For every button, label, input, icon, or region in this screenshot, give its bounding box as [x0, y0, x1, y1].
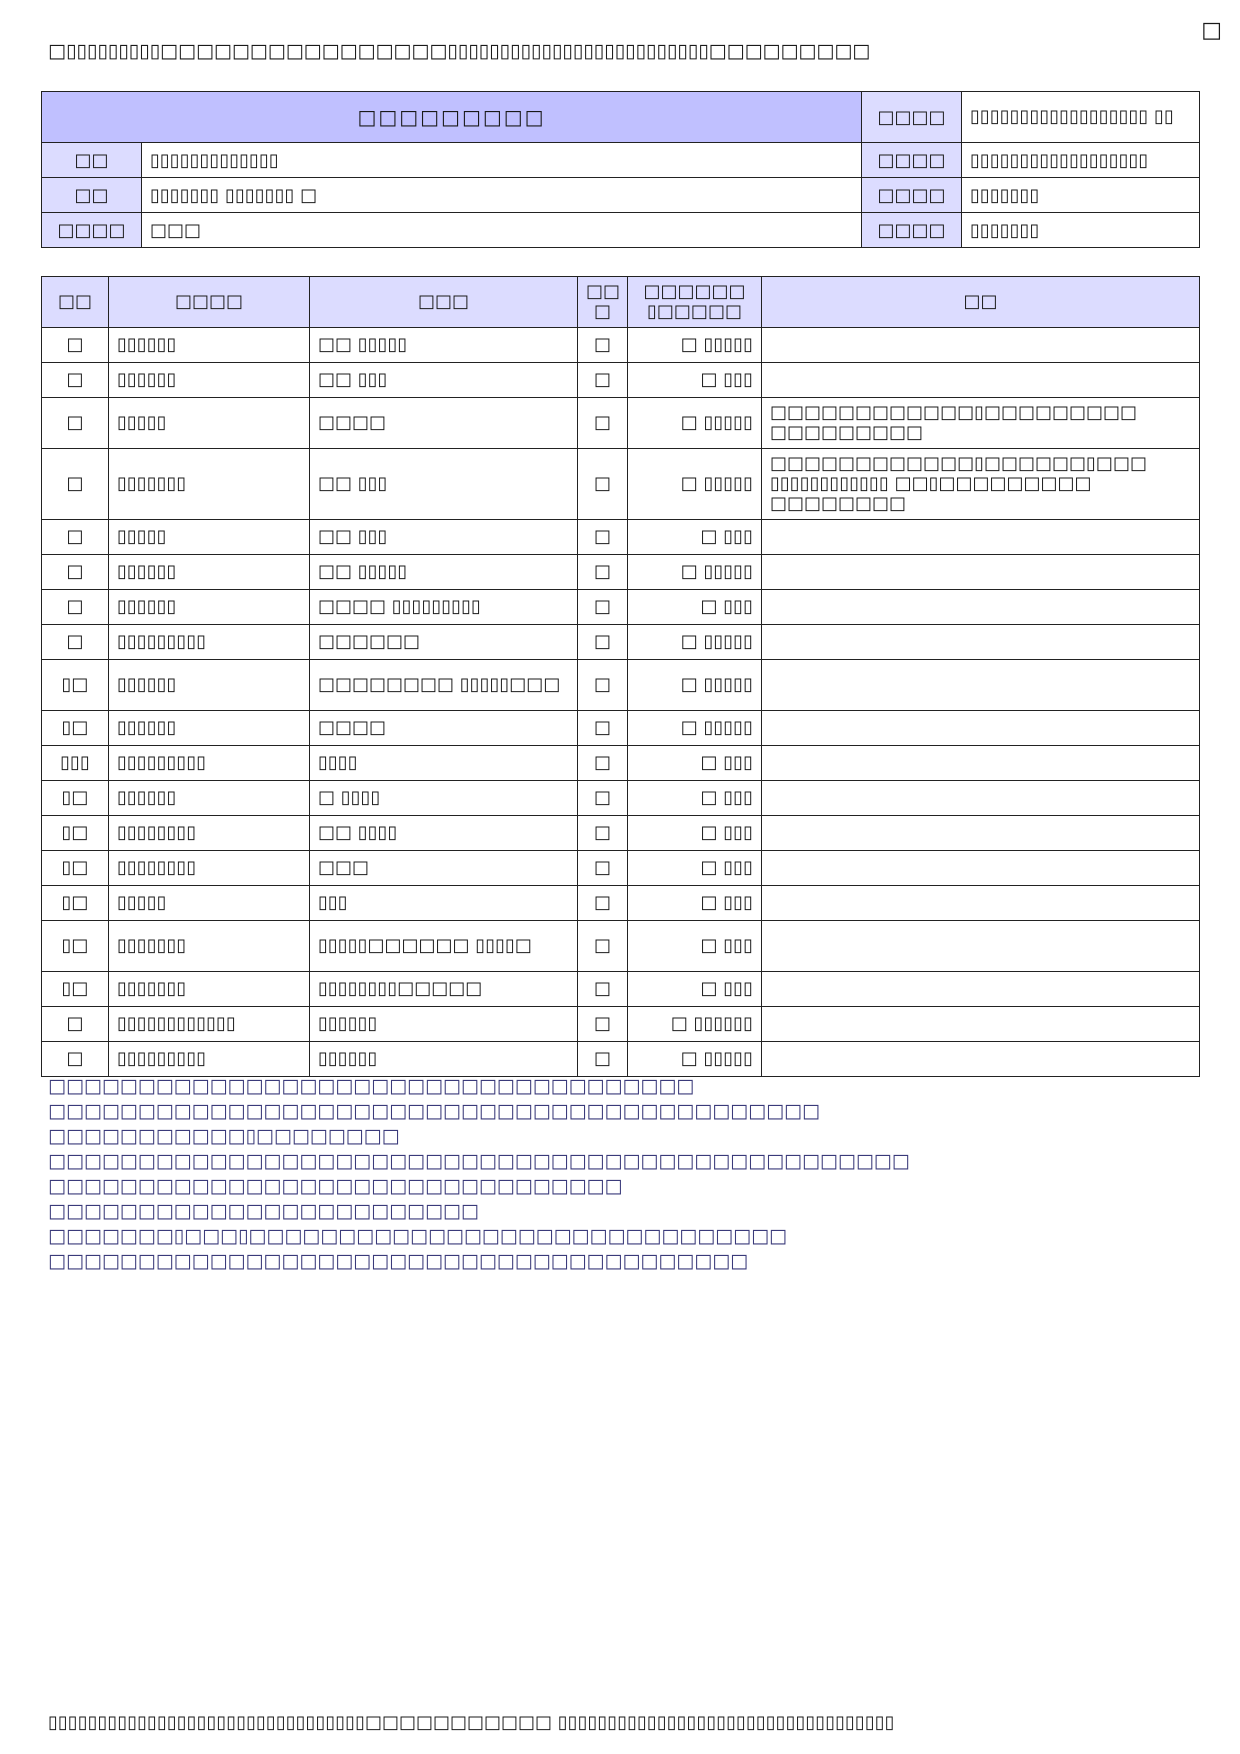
row-unit: □	[578, 555, 628, 590]
row-amount: □ ▯▯▯	[628, 921, 762, 972]
table-body	[42, 328, 1200, 1077]
row-number: □	[42, 1042, 109, 1077]
note-line: □□□□□□□□□□□□□□□□□□□□□□□□□□□□□□□□	[48, 1175, 623, 1197]
row-note	[762, 1007, 1200, 1042]
row-code: ▯▯▯▯▯▯▯	[109, 449, 310, 520]
table-row	[42, 590, 1200, 625]
row-unit: □	[578, 520, 628, 555]
table-row	[42, 520, 1200, 555]
note-line: □□□□□□□□□□□□□□□□□□□□□□□□□□□□□□□□□□□□	[48, 1075, 695, 1097]
row-name: □□ ▯▯▯▯	[310, 816, 578, 851]
row-unit: □	[578, 972, 628, 1007]
row-code: ▯▯▯▯▯▯▯▯	[109, 816, 310, 851]
table-row	[42, 398, 1200, 449]
form-title: □□□□□□□□□	[42, 92, 862, 143]
row-name: □□ ▯▯▯	[310, 520, 578, 555]
row-code: ▯▯▯▯▯▯▯	[109, 972, 310, 1007]
row-name: □□ ▯▯▯▯▯	[310, 328, 578, 363]
row-number: ▯▯▯	[42, 746, 109, 781]
row-note	[762, 921, 1200, 972]
row-code: ▯▯▯▯▯▯	[109, 590, 310, 625]
column-header: □□□□□□ ▯□□□□□	[628, 277, 762, 328]
info-label: □□□□	[862, 92, 962, 143]
row-amount: □ ▯▯▯	[628, 886, 762, 921]
table-row	[42, 1007, 1200, 1042]
row-number: ▯□	[42, 816, 109, 851]
row-note	[762, 590, 1200, 625]
row-note	[762, 555, 1200, 590]
row-number: □	[42, 398, 109, 449]
row-number: □	[42, 590, 109, 625]
row-code: ▯▯▯▯▯▯▯	[109, 921, 310, 972]
row-code: ▯▯▯▯▯▯▯▯▯	[109, 1042, 310, 1077]
row-unit: □	[578, 1042, 628, 1077]
row-note: □□□□□□□□□□□□▯□□□□□□□□□ □□□□□□□□□	[762, 398, 1200, 449]
row-note	[762, 886, 1200, 921]
row-name: □□□□	[310, 398, 578, 449]
info-value: ▯▯▯▯▯▯▯ ▯▯▯▯▯▯▯ □	[142, 178, 862, 213]
info-label: □□	[42, 178, 142, 213]
row-number: ▯□	[42, 886, 109, 921]
row-unit: □	[578, 886, 628, 921]
table-row	[42, 921, 1200, 972]
row-code: ▯▯▯▯▯	[109, 886, 310, 921]
row-unit: □	[578, 711, 628, 746]
table-row	[42, 328, 1200, 363]
table-row	[42, 781, 1200, 816]
row-number: ▯□	[42, 781, 109, 816]
row-amount: □ ▯▯▯	[628, 363, 762, 398]
row-amount: □ ▯▯▯▯▯	[628, 328, 762, 363]
info-label: □□□□	[862, 178, 962, 213]
row-name: ▯▯▯▯▯▯	[310, 1007, 578, 1042]
info-value: □□□	[142, 213, 862, 248]
row-name: □□□□	[310, 711, 578, 746]
row-number: ▯□	[42, 972, 109, 1007]
row-code: ▯▯▯▯▯▯	[109, 660, 310, 711]
info-value: ▯▯▯▯▯▯▯▯▯▯▯▯▯▯▯▯▯▯	[962, 143, 1200, 178]
table-row	[42, 363, 1200, 398]
row-amount: □ ▯▯▯	[628, 781, 762, 816]
table-row	[42, 851, 1200, 886]
column-header: □□ □	[578, 277, 628, 328]
row-code: ▯▯▯▯▯▯	[109, 781, 310, 816]
row-note	[762, 363, 1200, 398]
row-unit: □	[578, 449, 628, 520]
note-line: □□□□□□□□□□□□□□□□□□□□□□□□	[48, 1200, 479, 1222]
row-code: ▯▯▯▯▯▯▯▯▯▯▯▯	[109, 1007, 310, 1042]
info-value: ▯▯▯▯▯▯▯▯▯▯▯▯▯	[142, 143, 862, 178]
row-name: □□ ▯▯▯	[310, 363, 578, 398]
row-number: ▯□	[42, 660, 109, 711]
row-unit: □	[578, 1007, 628, 1042]
row-code: ▯▯▯▯▯	[109, 398, 310, 449]
row-amount: □ ▯▯▯▯▯	[628, 660, 762, 711]
row-number: □	[42, 449, 109, 520]
column-header: □□□	[310, 277, 578, 328]
row-name: ▯▯▯	[310, 886, 578, 921]
row-number: □	[42, 363, 109, 398]
notes-section	[48, 1074, 1188, 1274]
table-row	[42, 625, 1200, 660]
row-number: ▯□	[42, 711, 109, 746]
row-amount: □ ▯▯▯	[628, 520, 762, 555]
info-label: □□□□	[862, 143, 962, 178]
info-label: □□□□	[42, 213, 142, 248]
info-value: ▯▯▯▯▯▯▯▯▯▯▯▯▯▯▯▯▯▯ ▯▯	[962, 92, 1200, 143]
document-header-line: □▯▯▯▯▯▯▯▯▯□□□□□□□□□□□□□□□□▯▯▯▯▯▯▯▯▯▯▯▯▯▯▯▯▯▯▯▯▯▯▯▯▯□□□□□□□□□	[48, 40, 871, 62]
items-table	[41, 276, 1200, 1077]
row-amount: □ ▯▯▯	[628, 746, 762, 781]
row-name: ▯▯▯▯▯□□□□□□ ▯▯▯▯□	[310, 921, 578, 972]
info-label: □□□□	[862, 213, 962, 248]
row-code: ▯▯▯▯▯▯▯▯▯	[109, 625, 310, 660]
row-amount: □ ▯▯▯	[628, 590, 762, 625]
row-code: ▯▯▯▯▯▯	[109, 328, 310, 363]
row-code: ▯▯▯▯▯▯	[109, 363, 310, 398]
note-line: □□□□□□□□□□□□□□□□□□□□□□□□□□□□□□□□□□□□□□□□□□□□□□□□	[48, 1150, 910, 1172]
row-name: □□ ▯▯▯	[310, 449, 578, 520]
table-row	[42, 816, 1200, 851]
info-label: □□	[42, 143, 142, 178]
row-name: ▯▯▯▯▯▯	[310, 1042, 578, 1077]
row-amount: □ ▯▯▯▯▯	[628, 555, 762, 590]
row-note	[762, 1042, 1200, 1077]
info-value: ▯▯▯▯▯▯▯	[962, 178, 1200, 213]
row-unit: □	[578, 398, 628, 449]
row-note	[762, 328, 1200, 363]
row-amount: □ ▯▯▯▯▯	[628, 398, 762, 449]
row-code: ▯▯▯▯▯▯	[109, 711, 310, 746]
row-amount: □ ▯▯▯▯▯	[628, 449, 762, 520]
row-note	[762, 660, 1200, 711]
table-row	[42, 972, 1200, 1007]
row-number: □	[42, 1007, 109, 1042]
row-note: □□□□□□□□□□□□▯□□□□□□▯□□□ ▯▯▯▯▯▯▯▯▯▯▯▯ □□▯□□□□□□□□□ □□□□□□□□	[762, 449, 1200, 520]
row-unit: □	[578, 851, 628, 886]
info-table	[41, 91, 1200, 248]
row-amount: □ ▯▯▯▯▯	[628, 711, 762, 746]
row-number: □	[42, 328, 109, 363]
table-row	[42, 449, 1200, 520]
row-unit: □	[578, 781, 628, 816]
row-name: □□□□□□	[310, 625, 578, 660]
row-note	[762, 746, 1200, 781]
row-name: □□ ▯▯▯▯▯	[310, 555, 578, 590]
row-code: ▯▯▯▯▯▯▯▯▯	[109, 746, 310, 781]
row-amount: □ ▯▯▯	[628, 851, 762, 886]
row-code: ▯▯▯▯▯▯▯▯	[109, 851, 310, 886]
table-row	[42, 746, 1200, 781]
row-name: □□□□ ▯▯▯▯▯▯▯▯▯	[310, 590, 578, 625]
row-note	[762, 972, 1200, 1007]
row-unit: □	[578, 363, 628, 398]
row-number: ▯□	[42, 851, 109, 886]
note-line: □□□□□□□□□□□▯□□□□□□□□	[48, 1125, 400, 1147]
row-unit: □	[578, 590, 628, 625]
table-row	[42, 886, 1200, 921]
row-number: □	[42, 555, 109, 590]
row-note	[762, 851, 1200, 886]
column-header: □□□□	[109, 277, 310, 328]
row-unit: □	[578, 328, 628, 363]
row-note	[762, 781, 1200, 816]
column-header: □□	[42, 277, 109, 328]
row-unit: □	[578, 921, 628, 972]
table-row	[42, 1042, 1200, 1077]
row-name: ▯▯▯▯	[310, 746, 578, 781]
row-name: □□□	[310, 851, 578, 886]
note-line: □□□□□□□□□□□□□□□□□□□□□□□□□□□□□□□□□□□□□□□□□□□	[48, 1100, 820, 1122]
row-number: □	[42, 520, 109, 555]
info-value: ▯▯▯▯▯▯▯	[962, 213, 1200, 248]
row-name: □ ▯▯▯▯	[310, 781, 578, 816]
row-note	[762, 816, 1200, 851]
row-note	[762, 520, 1200, 555]
table-row	[42, 660, 1200, 711]
note-line: □□□□□□□□□□□□□□□□□□□□□□□□□□□□□□□□□□□□□□□	[48, 1250, 749, 1272]
row-name: □□□□□□□□ ▯▯▯▯▯□□□	[310, 660, 578, 711]
row-amount: □ ▯▯▯▯▯▯	[628, 1007, 762, 1042]
row-amount: □ ▯▯▯	[628, 816, 762, 851]
row-unit: □	[578, 816, 628, 851]
corner-mark: □	[1201, 18, 1222, 43]
row-code: ▯▯▯▯▯▯	[109, 555, 310, 590]
row-code: ▯▯▯▯▯	[109, 520, 310, 555]
row-note	[762, 711, 1200, 746]
row-number: □	[42, 625, 109, 660]
note-line: □□□□□□□▯□□□▯□□□□□□□□□□□□□□□□□□□□□□□□□□□□□□	[48, 1225, 787, 1247]
row-unit: □	[578, 746, 628, 781]
row-amount: □ ▯▯▯▯▯	[628, 1042, 762, 1077]
table-row	[42, 711, 1200, 746]
page-footer: ▯▯▯▯▯▯▯▯▯▯▯▯▯▯▯▯▯▯▯▯▯▯▯▯▯▯▯▯▯▯▯▯□□□□□□□□□□□ ▯▯▯▯▯▯▯▯▯▯▯▯▯▯▯▯▯▯▯▯▯▯▯▯▯▯▯▯▯▯▯▯▯▯	[48, 1712, 895, 1733]
row-name: ▯▯▯▯▯▯▯▯□□□□□	[310, 972, 578, 1007]
column-header: □□	[762, 277, 1200, 328]
row-amount: □ ▯▯▯	[628, 972, 762, 1007]
row-amount: □ ▯▯▯▯▯	[628, 625, 762, 660]
row-unit: □	[578, 660, 628, 711]
row-unit: □	[578, 625, 628, 660]
table-row	[42, 555, 1200, 590]
row-note	[762, 625, 1200, 660]
row-number: ▯□	[42, 921, 109, 972]
